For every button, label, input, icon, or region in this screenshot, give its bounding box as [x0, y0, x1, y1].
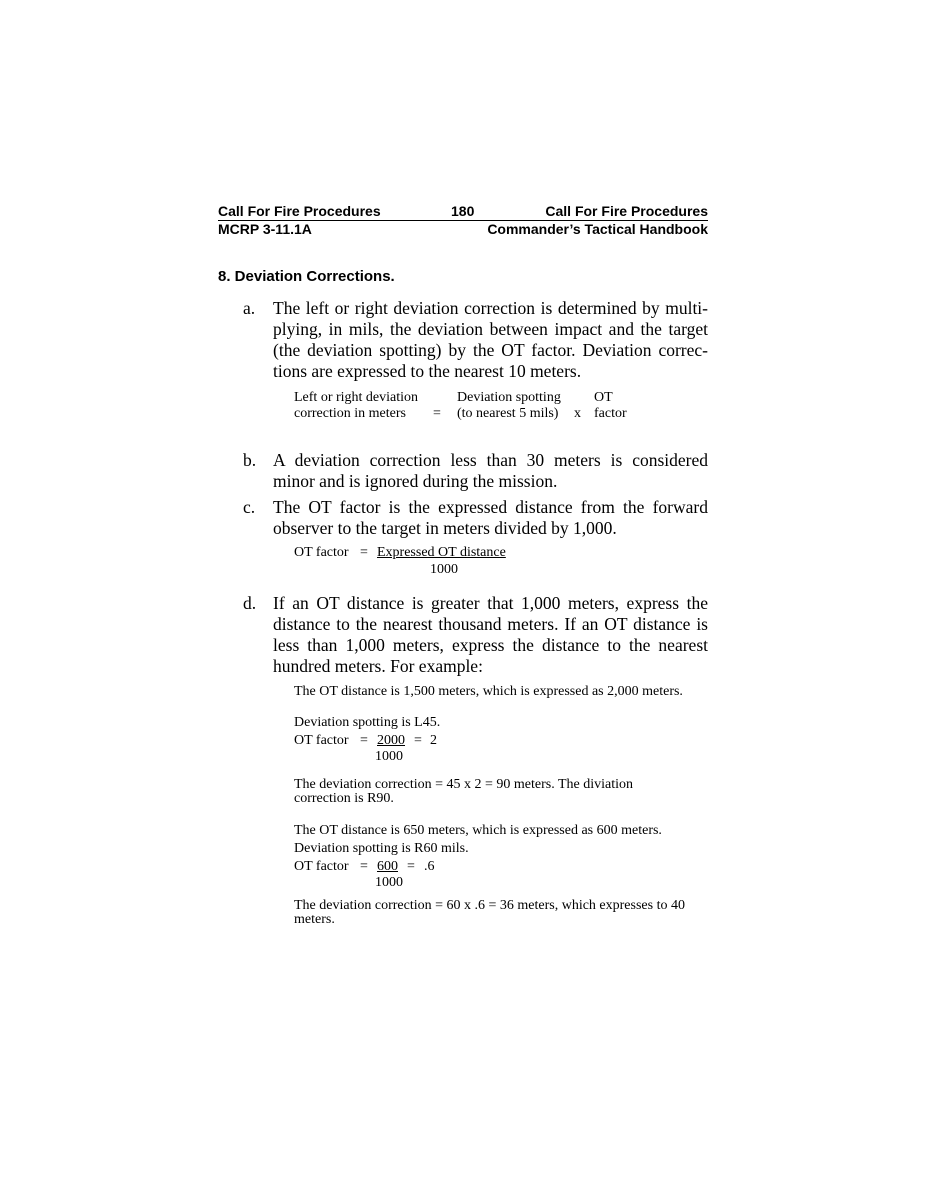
paragraph-text: If an OT distance is greater that 1,000 meters, express the distance to the nearest thousand meters. If an OT distance is less than 1,000 meters, express the distance to the nearest hundred meters. For example: [273, 593, 708, 676]
paragraph-b [243, 450, 708, 492]
example-distance-statement: The OT distance is 650 meters, which is expressed as 600 meters. [294, 823, 662, 838]
running-header-top [218, 203, 708, 221]
formula-result: 2 [430, 733, 437, 748]
paragraph-marker: d. [243, 593, 257, 613]
formula-equals: = [360, 733, 368, 748]
formula-term-2-line-1: Deviation spotting [457, 390, 561, 405]
paragraph-text: The OT factor is the expressed distance from the forward observer to the target in meters divided by 1,000. [273, 497, 708, 538]
formula-result: .6 [424, 859, 435, 874]
formula-lhs: OT factor [294, 733, 349, 748]
example-distance-statement: The OT distance is 1,500 meters, which is expressed as 2,000 meters. [294, 684, 683, 699]
formula-equals: = [407, 859, 415, 874]
formula-numerator: 600 [377, 859, 398, 874]
formula-denominator: 1000 [375, 749, 403, 764]
page-number: 180 [451, 203, 475, 219]
formula-lhs: OT factor [294, 545, 349, 560]
header-chapter-left: Call For Fire Procedures [218, 203, 381, 219]
formula-equals: = [433, 406, 441, 421]
formula-equals: = [360, 545, 368, 560]
header-handbook-title: Commander’s Tactical Handbook [487, 221, 708, 237]
formula-equals: = [414, 733, 422, 748]
formula-term-1-line-1: Left or right deviation [294, 390, 419, 405]
paragraph-text: A deviation correction less than 30 meters is considered minor and is ignored during the mission. [273, 450, 708, 491]
formula-term-3-line-2: factor [594, 406, 627, 421]
paragraph-marker: a. [243, 298, 256, 318]
example-correction-result: The deviation correction = 60 x .6 = 36 meters, which expresses to 40 meters. [294, 898, 685, 927]
formula-times: x [574, 406, 581, 421]
section-heading: 8. Deviation Corrections. [218, 268, 395, 285]
formula-lhs: OT factor [294, 859, 349, 874]
paragraph-d [243, 593, 708, 677]
formula-equals: = [360, 859, 368, 874]
formula-term-1-line-2: correction in meters [294, 406, 406, 421]
header-chapter-right: Call For Fire Procedures [545, 203, 708, 219]
formula-term-3-line-1: OT [594, 390, 613, 405]
formula-numerator: 2000 [377, 733, 405, 748]
paragraph-c [243, 497, 708, 539]
paragraph-a [243, 298, 708, 382]
example-correction-result: The deviation correction = 45 x 2 = 90 meters. The diviation correction is R90. [294, 777, 634, 806]
formula-denominator: 1000 [375, 875, 403, 890]
header-publication-id: MCRP 3-11.1A [218, 221, 312, 237]
example-deviation-spotting: Deviation spotting is R60 mils. [294, 841, 469, 856]
running-header-bottom [218, 221, 708, 238]
formula-term-2-line-2: (to nearest 5 mils) [457, 406, 559, 421]
paragraph-marker: b. [243, 450, 257, 470]
paragraph-text: The left or right deviation correction is determined by multi-plying, in mils, the deviation between impact and the target (the deviation spotting) by the OT factor. Deviation correc-tions are expressed to the nearest 10 meters. [273, 298, 708, 381]
formula-numerator: Expressed OT distance [377, 545, 506, 560]
paragraph-marker: c. [243, 497, 256, 517]
formula-denominator: 1000 [430, 562, 458, 577]
example-deviation-spotting: Deviation spotting is L45. [294, 715, 441, 730]
